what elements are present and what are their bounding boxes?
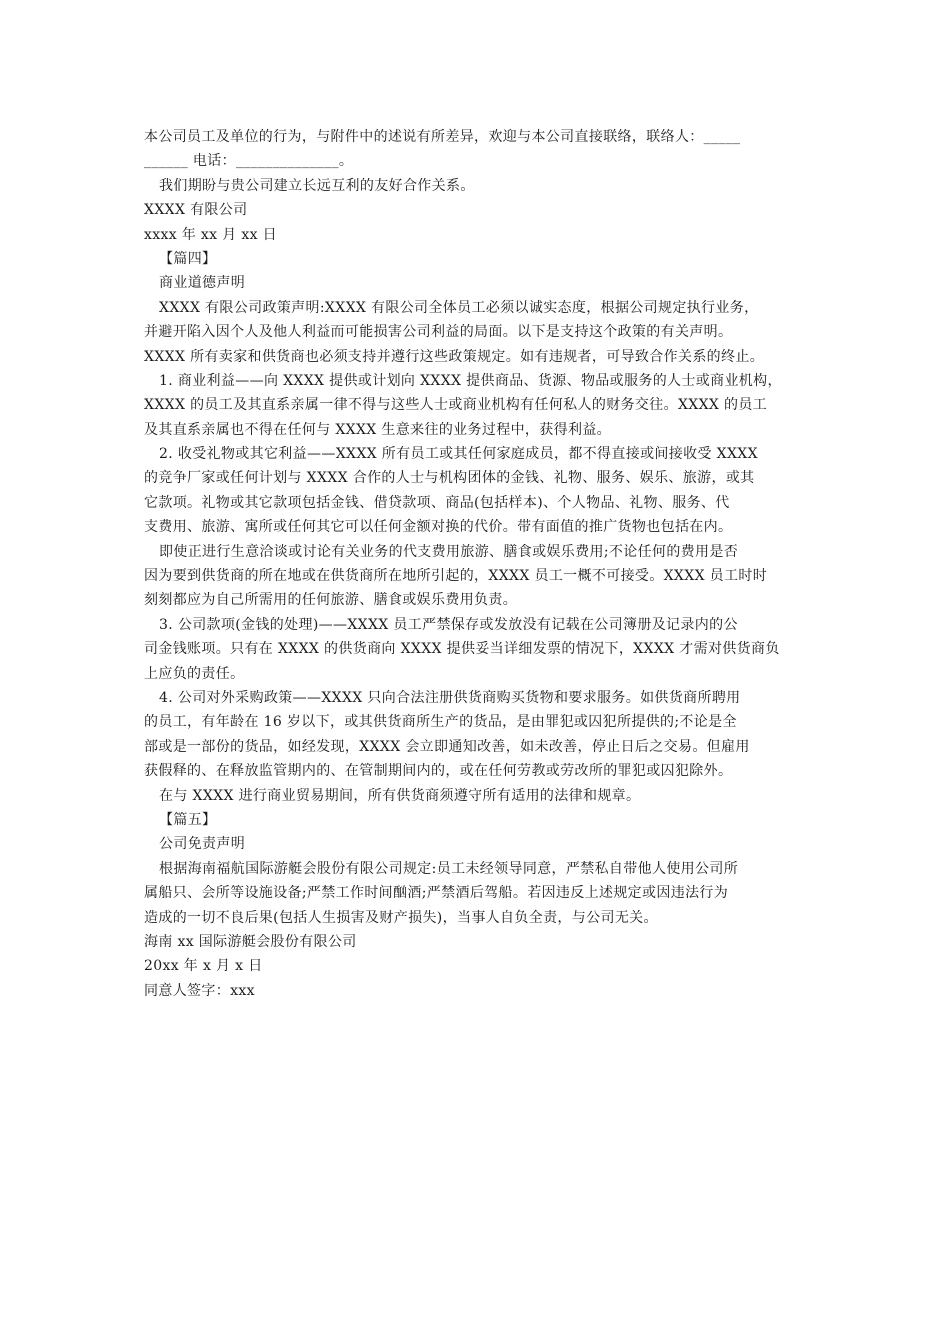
text-line: 2. 收受礼物或其它利益——XXXX 所有员工或其任何家庭成员，都不得直接或间接收受 XXXX <box>159 446 758 463</box>
text-line: 获假释的、在释放监管期内的、在管制期间内的，或在任何劳教或劳改所的罪犯或囚犯除外。 <box>144 763 733 780</box>
text-line: 部或是一部份的货品，如经发现，XXXX 会立即通知改善，如未改善，停止日后之交易。但雇用 <box>144 738 750 755</box>
document-body <box>144 125 816 1003</box>
text-line: 3. 公司款项(金钱的处理)——XXXX 员工严禁保存或发放没有记载在公司簿册及记录内的公 <box>159 616 738 633</box>
text-line: 司金钱账项。只有在 XXXX 的供货商向 XXXX 提供妥当详细发票的情况下，XXXX 才需对供货商负 <box>144 641 780 658</box>
text-line: 商业道德声明 <box>159 275 246 292</box>
text-line: ______ 电话：______________。 <box>144 153 354 170</box>
text-line: 并避开陷入因个人及他人利益而可能损害公司利益的局面。以下是支持这个政策的有关声明。 <box>144 324 733 341</box>
text-line: 上应负的责任。 <box>144 665 245 682</box>
text-line: XXXX 有限公司政策声明:XXXX 有限公司全体员工必须以诚实态度，根据公司规定执行业务， <box>159 299 759 316</box>
text-line: 【篇四】 <box>159 250 217 267</box>
text-line: 属船只、会所等设施设备;严禁工作时间酗酒;严禁酒后驾船。若因违反上述规定或因违法行为 <box>144 885 729 902</box>
text-line: 刻刻都应为自己所需用的任何旅游、膳食或娱乐费用负责。 <box>144 592 518 609</box>
text-line: XXXX 所有卖家和供货商也必须支持并遵行这些政策规定。如有违规者，可导致合作关系的终止。 <box>144 348 765 365</box>
text-line: 海南 xx 国际游艇会股份有限公司 <box>144 933 357 950</box>
text-line: xxxx 年 xx 月 xx 日 <box>144 226 278 243</box>
text-line: 支费用、旅游、寓所或任何其它可以任何金额对换的代价。带有面值的推广货物也包括在内。 <box>144 519 733 536</box>
text-line: XXXX 有限公司 <box>144 202 248 219</box>
text-line: 及其直系亲属也不得在任何与 XXXX 生意来往的业务过程中，获得利益。 <box>144 421 612 438</box>
text-line: 4. 公司对外采购政策——XXXX 只向合法注册供货商购买货物和要求服务。如供货商所聘用 <box>159 689 741 706</box>
text-line: 本公司员工及单位的行为，与附件中的述说有所差异，欢迎与本公司直接联络，联络人：_____ <box>144 129 741 145</box>
text-line: XXXX 的员工及其直系亲属一律不得与这些人士或商业机构有任何私人的财务交往。XXXX 的员工 <box>144 397 768 414</box>
text-line: 1. 商业利益——向 XXXX 提供或计划向 XXXX 提供商品、货源、物品或服务的人士或商业机构， <box>159 372 782 389</box>
text-line: 【篇五】 <box>159 811 217 828</box>
text-line: 的员工，有年龄在 16 岁以下，或其供货商所生产的货品，是由罪犯或囚犯所提供的;不论是全 <box>144 714 737 731</box>
text-line: 造成的一切不良后果(包括人生损害及财产损失)，当事人自负全责，与公司无关。 <box>144 909 658 926</box>
text-line: 根据海南福航国际游艇会股份有限公司规定:员工未经领导同意，严禁私自带他人使用公司所 <box>159 860 739 877</box>
text-line: 同意人签字：xxx <box>144 982 255 999</box>
text-line: 的竞争厂家或任何计划与 XXXX 合作的人士与机构团体的金钱、礼物、服务、娱乐、旅游，或其 <box>144 470 755 487</box>
text-line: 20xx 年 x 月 x 日 <box>144 958 263 975</box>
text-line: 因为要到供货商的所在地或在供货商所在地所引起的，XXXX 员工一概不可接受。XXXX 员工时时 <box>144 568 768 585</box>
text-line: 我们期盼与贵公司建立长远互利的友好合作关系。 <box>159 177 475 194</box>
text-line: 在与 XXXX 进行商业贸易期间，所有供货商须遵守所有适用的法律和规章。 <box>159 787 641 804</box>
text-line: 公司免责声明 <box>159 836 246 853</box>
text-line: 它款项。礼物或其它款项包括金钱、借贷款项、商品(包括样本)、个人物品、礼物、服务、代 <box>144 494 730 511</box>
text-line: 即使正进行生意洽谈或讨论有关业务的代支费用旅游、膳食或娱乐费用;不论任何的费用是否 <box>159 543 739 560</box>
